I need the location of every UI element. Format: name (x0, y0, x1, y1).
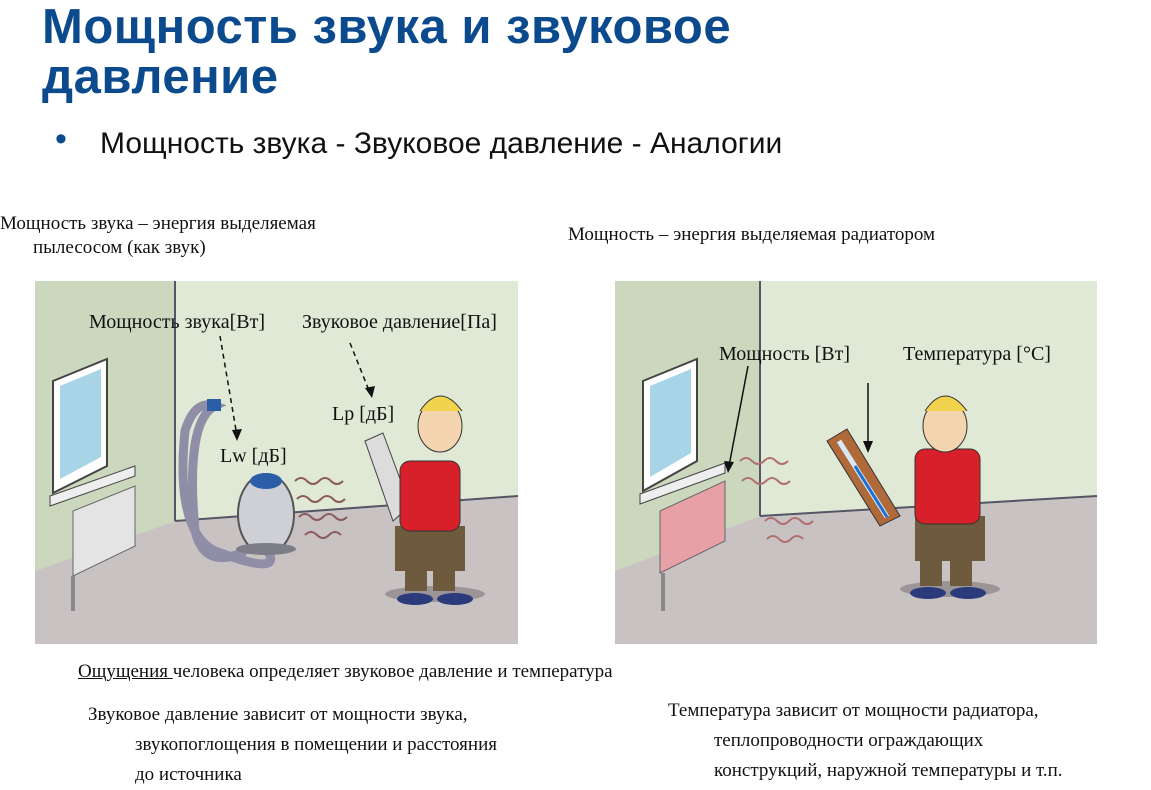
sensation-underlined: Ощущения (78, 661, 173, 682)
left-conclusion-line-1: Звуковое давление зависит от мощности звука, (88, 704, 468, 725)
label-sound-pressure: Звуковое давление[Па] (302, 311, 497, 333)
label-lp: Lp [дБ] (332, 403, 395, 425)
right-conclusion (668, 696, 1063, 786)
bullet-text: Мощность звука - Звуковое давление - Аналогии (100, 127, 783, 160)
title-line-1: Мощность звука и звуковое (42, 0, 732, 54)
radiator-scene-illustration (615, 281, 1097, 644)
label-sound-power: Мощность звука[Вт] (89, 311, 265, 333)
left-caption-line-2: пылесосом (как звук) (33, 237, 206, 258)
label-lw: Lw [дБ] (220, 445, 287, 467)
bullet-dot-icon: • (55, 120, 67, 158)
right-conclusion-line-2: теплопроводности ограждающих (714, 730, 984, 751)
label-power: Мощность [Вт] (719, 343, 851, 365)
left-caption (0, 212, 316, 260)
sensation-rest: человека определяет звуковое давление и температура (172, 661, 613, 682)
left-conclusion (88, 700, 497, 790)
left-caption-line-1: Мощность звука – энергия выделяемая (0, 213, 316, 234)
left-conclusion-line-2: звукопоглощения в помещении и расстояния (135, 734, 497, 755)
page-title (42, 2, 1042, 102)
vacuum-scene (35, 281, 518, 644)
title-line-2: давление (42, 50, 279, 104)
left-conclusion-line-3: до источника (135, 764, 242, 785)
sensation-line (78, 660, 613, 684)
label-temperature: Температура [°С] (903, 343, 1051, 365)
right-conclusion-line-3: конструкций, наружной температуры и т.п. (714, 760, 1063, 781)
right-conclusion-line-1: Температура зависит от мощности радиатора, (668, 700, 1039, 721)
radiator-scene (615, 281, 1097, 644)
right-caption: Мощность – энергия выделяемая радиатором (568, 224, 936, 245)
